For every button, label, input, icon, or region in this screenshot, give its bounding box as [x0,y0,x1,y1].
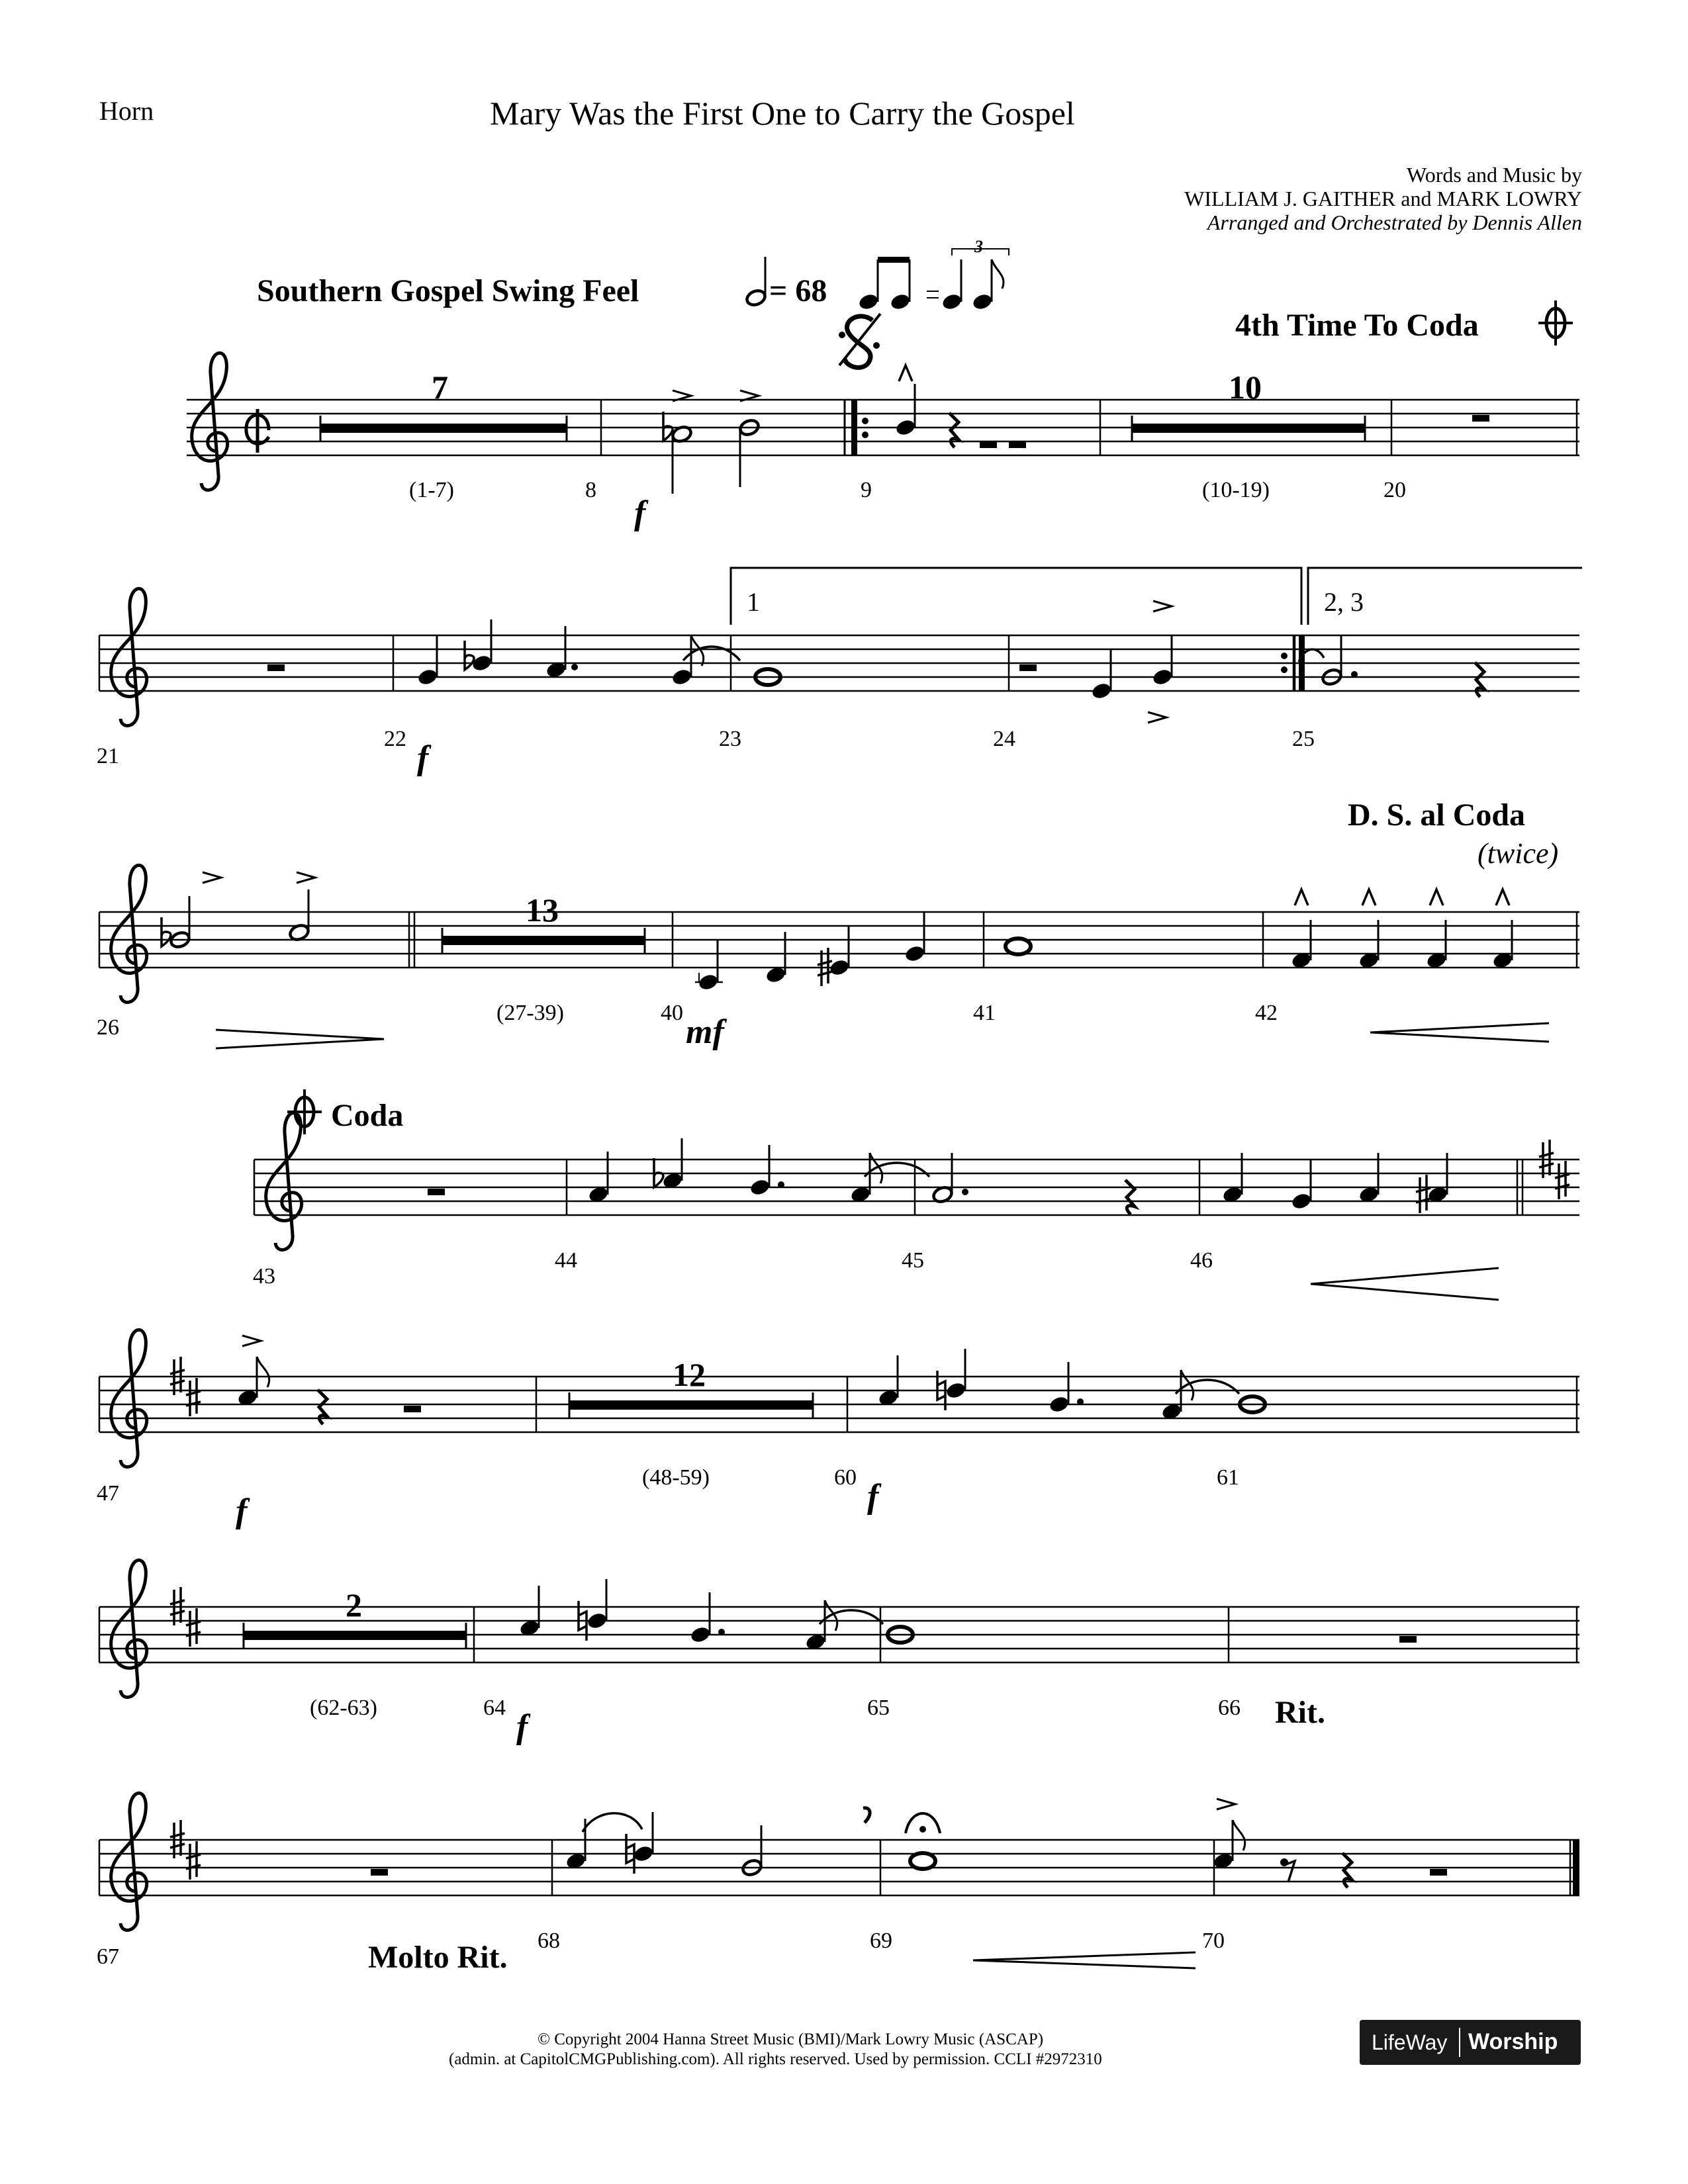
measure-number: 67 [97,1944,119,1969]
measure-number: 23 [719,727,741,751]
measure-number: 22 [384,727,406,751]
measure-number: 61 [1217,1465,1239,1490]
measure-number: 43 [253,1264,275,1289]
measure-number: 24 [993,727,1015,751]
rest-count-1: 7 [432,369,448,406]
second-ending-label: 2, 3 [1324,587,1364,617]
page-title: Mary Was the First One to Carry the Gospel [490,95,1075,132]
measure-number: 26 [97,1015,119,1040]
measure-number: 44 [555,1248,577,1273]
rest-range-1: (1-7) [409,478,454,502]
rit-text: Rit. [1275,1695,1325,1730]
tempo-text: Southern Gospel Swing Feel [257,273,639,308]
rest-count-3: 13 [526,891,559,929]
measure-number: 68 [538,1929,560,1953]
measure-number: 47 [97,1481,119,1506]
rest-range-3: (27-39) [496,1001,564,1025]
coda-text: Coda [331,1098,404,1133]
logo-worship: Worship [1468,2029,1558,2054]
measure-number: 42 [1255,1001,1278,1025]
dynamic-f: f [867,1478,879,1516]
dynamic-mf: mf [686,1013,724,1051]
measure-number: 60 [834,1465,857,1490]
logo-lifeway: LifeWay [1372,2030,1448,2054]
rest-count-4: 12 [673,1356,706,1393]
molto-rit-text: Molto Rit. [368,1940,508,1975]
measure-number: 64 [483,1696,506,1720]
twice-text: (twice) [1477,837,1559,870]
measure-number: 45 [902,1248,924,1273]
measure-number: 41 [973,1001,996,1025]
measure-number: 66 [1218,1696,1241,1720]
measure-number: 46 [1190,1248,1213,1273]
rest-count-2: 10 [1229,369,1262,406]
measure-number: 69 [870,1929,892,1953]
measure-number: 40 [661,1001,683,1025]
dynamic-f: f [236,1492,248,1530]
rest-range-4: (48-59) [642,1465,710,1490]
to-coda-text: 4th Time To Coda [1235,308,1479,343]
ds-al-coda-text: D. S. al Coda [1348,797,1526,833]
credit-line-2: WILLIAM J. GAITHER and MARK LOWRY [1184,187,1582,210]
dynamic-f: f [516,1708,528,1746]
tempo-value: = 68 [769,273,827,308]
rest-range-5: (62-63) [310,1696,377,1720]
measure-number: 21 [97,744,119,768]
measure-number: 9 [861,478,872,502]
measure-number: 8 [585,478,596,502]
measure-number: 65 [867,1696,890,1720]
copyright-line-1: © Copyright 2004 Hanna Street Music (BMI)/Mark Lowry Music (ASCAP) [538,2030,1044,2048]
rest-count-5: 2 [346,1586,362,1623]
rest-range-2: (10-19) [1202,478,1270,502]
dynamic-f: f [634,494,646,532]
triplet-number: 3 [974,237,983,256]
credit-line-3: Arranged and Orchestrated by Dennis Allen [1207,210,1582,234]
measure-number: 25 [1292,727,1315,751]
dynamic-f: f [417,739,429,777]
measure-number: 70 [1202,1929,1225,1953]
first-ending-label: 1 [747,587,760,617]
measure-number: 20 [1383,478,1406,502]
credit-line-1: Words and Music by [1407,163,1582,187]
part-name: Horn [99,96,154,126]
copyright-line-2: (admin. at CapitolCMGPublishing.com). All rights reserved. Used by permission. CCLI #2972310 [449,2050,1102,2068]
